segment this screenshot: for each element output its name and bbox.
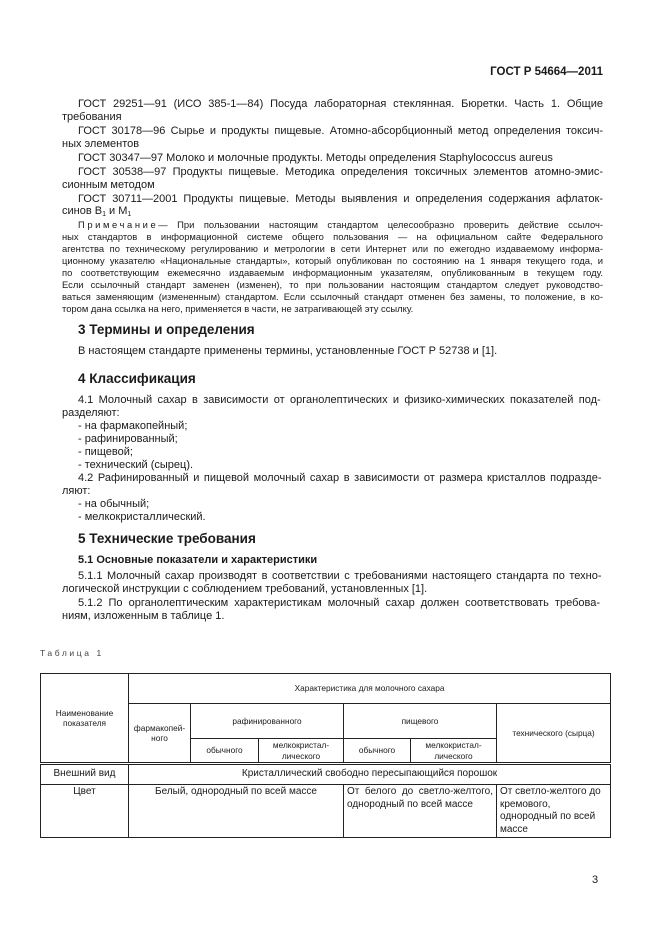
document-header: ГОСТ Р 54664—2011	[490, 66, 603, 78]
header-food: пищевого	[344, 704, 497, 739]
row-name: Внешний вид	[41, 764, 129, 785]
header-refined-fine: мелкокристал-лического	[259, 739, 344, 764]
list-item: - мелкокристаллический.	[78, 511, 206, 523]
table-caption: Таблица 1	[40, 648, 104, 658]
reference-line: ГОСТ 30711—2001 Продукты пищевые. Методы выявления и определения содержания афлаток-	[78, 193, 603, 205]
paragraph-line: разделяют:	[62, 407, 120, 419]
row-value-pharma-refined: Белый, однородный по всей массе	[129, 785, 344, 838]
table-row	[41, 785, 611, 838]
page-number: 3	[592, 874, 599, 886]
header-food-fine: мелкокристал-лического	[411, 739, 497, 764]
section-3-text: В настоящем стандарте применены термины, установленные ГОСТ Р 52738 и [1].	[78, 345, 498, 357]
list-item: - на обычный;	[78, 498, 150, 510]
reference-line: ГОСТ 30347—97 Молоко и молочные продукты. Методы определения Staphylococcus aureus	[78, 152, 553, 164]
subsection-5-1-heading: 5.1 Основные показатели и характеристики	[78, 554, 318, 566]
list-item: - технический (сырец).	[78, 459, 194, 471]
section-5-heading: 5 Технические требования	[78, 531, 256, 546]
list-item: - пищевой;	[78, 446, 133, 458]
note-line: Если ссылочный стандарт заменен (изменен), то при пользовании настоящим стандартом следует руководство-	[62, 279, 603, 290]
list-item: - рафинированный;	[78, 433, 178, 445]
note-line: агентства по техническому регулированию и метрологии в сети Интернет или по ежегодно издаваемому информа-	[62, 243, 603, 254]
reference-line-aflatoxin	[62, 205, 603, 218]
table-row	[41, 764, 611, 785]
note-line: ваться заменяющим (измененным) стандартом. Если ссылочный стандарт отменен без замены, то положение, в ко-	[62, 291, 603, 302]
header-refined-ordinary: обычного	[191, 739, 259, 764]
paragraph-line: 5.1.1 Молочный сахар производят в соответствии с требованиями настоящего стандарта по техно-	[78, 570, 602, 582]
row-value-technical: От светло-желтого до кремового, однородный по всей массе	[497, 785, 611, 838]
row-value-food: От белого до светло-желтого, однородный по всей массе	[344, 785, 497, 838]
reference-line: требования	[62, 111, 122, 123]
list-item: - на фармакопейный;	[78, 420, 188, 432]
header-food-ordinary: обычного	[344, 739, 411, 764]
note-line: ционному указателю «Национальные стандарты», который опубликован по состоянию на 1 января текущего года, и	[62, 255, 603, 266]
note-line: ных стандартов в информационной системе общего пользования — на официальном сайте Федерального	[62, 231, 603, 242]
text: и M	[105, 205, 128, 217]
header-technical: технического (сырца)	[497, 704, 611, 764]
row-value: Кристаллический свободно пересыпающийся порошок	[129, 764, 611, 785]
reference-line: сионным методом	[62, 179, 155, 191]
note-line: по соответствующим ежемесячно издаваемым информационным указателям, опубликованным в текущем году.	[62, 267, 603, 278]
reference-line: ГОСТ 30178—96 Сырье и продукты пищевые. Атомно-абсорбционный метод определения токсич-	[78, 125, 603, 137]
paragraph-line: 5.1.2 По органолептическим характеристикам молочный сахар должен соответствовать требова-	[78, 597, 600, 609]
note-line: тором дана ссылка на него, применяется в части, не затрагивающей эту ссылку.	[62, 303, 414, 314]
paragraph-line: 4.1 Молочный сахар в зависимости от органолептических и физико-химических показателей под-	[78, 394, 601, 406]
section-3-heading: 3 Термины и определения	[78, 322, 255, 337]
reference-line: ГОСТ 29251—91 (ИСО 385-1—84) Посуда лабораторная стеклянная. Бюретки. Часть 1. Общие	[78, 98, 603, 110]
note-line: — При пользовании настоящим стандартом целесообразно проверить действие ссылоч-	[158, 219, 603, 230]
text: синов B	[62, 205, 103, 217]
paragraph-line: ниям, изложенным в таблице 1.	[62, 610, 225, 622]
header-indicator-name: Наименование показателя	[41, 674, 129, 764]
table-1	[40, 673, 611, 838]
section-4-heading: 4 Классификация	[78, 371, 196, 386]
subscript: 1	[127, 211, 132, 218]
paragraph-line: логической инструкции с соблюдением требований, установленных [1].	[62, 583, 428, 595]
paragraph-line: ляют:	[62, 485, 91, 497]
header-pharmacopoeial: фармакопей-ного	[129, 704, 191, 764]
subscript: 1	[102, 211, 106, 218]
note-first-line	[78, 219, 603, 231]
note-label: Примечание	[78, 219, 159, 230]
paragraph-line: 4.2 Рафинированный и пищевой молочный сахар в зависимости от размера кристаллов подразде-	[78, 472, 602, 484]
header-refined: рафинированного	[191, 704, 344, 739]
header-characteristic: Характеристика для молочного сахара	[129, 674, 611, 704]
row-name: Цвет	[41, 785, 129, 838]
reference-line: ных элементов	[62, 138, 140, 150]
reference-line: ГОСТ 30538—97 Продукты пищевые. Методика определения токсичных элементов атомно-эмис-	[78, 166, 603, 178]
